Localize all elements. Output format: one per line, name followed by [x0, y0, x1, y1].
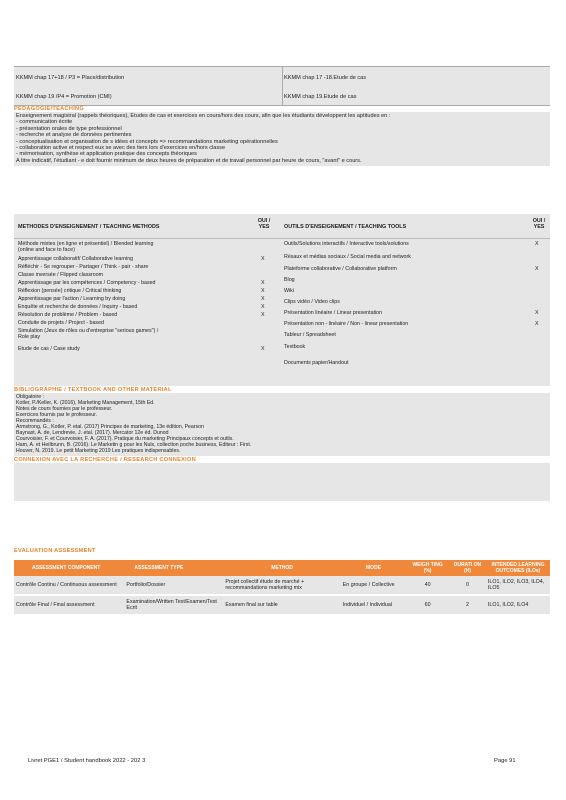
tool-item: Clips vidéo / Video clips [284, 299, 340, 305]
pedagogy-bullet: - conceptualisation et organisation de s idées et concepts => recommandations marketing opérationnelles [16, 138, 278, 145]
bibliography-line: Kotler, P./Keller, K. (2016), Marketing Management, 15th Ed. [16, 400, 155, 406]
row-type: Examination/Written Test/Examen/Test Ecrit [124, 595, 223, 614]
method-item: Résolution de problème / Problem - based [18, 312, 118, 318]
method-check: X [261, 304, 265, 310]
bibliography-line: Notes de cours fournies par le professeur. [16, 406, 113, 412]
evaluation-title: EVALUATION ASSESSMENT [14, 548, 96, 554]
method-item: Simulation (Jeux de rôles ou d'entreprise "serious games") / [18, 328, 159, 334]
evaluation-header-row [14, 560, 550, 576]
method-check: X [261, 312, 265, 318]
bibliography-section [14, 387, 550, 501]
header-method: METHOD [271, 565, 293, 571]
method-check: X [261, 296, 265, 302]
tool-item: Outils/Solutions interactifs / Interactive tools/solutions [284, 241, 409, 247]
tool-item: Textbook [284, 344, 306, 350]
row-ilos: ILO1, ILO2, ILO3, ILO4, ILO5 [486, 576, 550, 595]
method-item: Méthode mixtes (en ligne et présentiel) / Blended learning [18, 241, 154, 247]
tool-check: X [535, 266, 539, 272]
bibliography-line: Exercices fournis par le professeur. [16, 412, 98, 418]
method-item: Conduite de projets / Project - based [18, 320, 104, 326]
tools-yes-title: OUI / YES [532, 218, 546, 230]
header-ilos: INTENDED LEARNING OUTCOMES (ILOs) [491, 562, 545, 574]
method-item: Etude de cas / Case study [18, 346, 80, 352]
tools-col-title: OUTILS D'ENSEIGNEMENT / TEACHING TOOLS [284, 224, 407, 230]
tool-item: Documents papier/Handout [284, 360, 349, 366]
row-mode: En groupe / Collective [341, 576, 407, 595]
method-item: Réflexion (pensée) critique / Critical thinking [18, 288, 122, 294]
pedagogy-bullet: - présentation orales de type professionnel [16, 125, 122, 132]
row-weighting: 60 [406, 595, 449, 614]
row-type: Portfolio/Dossier [124, 576, 223, 595]
tool-item: Tableur / Spreadsheet [284, 332, 336, 338]
connexion-title: CONNEXION AVEC LA RECHERCHE / RESEARCH CONNEXION [14, 457, 197, 463]
bibliography-title: BIBLIOGRAPHIE / TEXTBOOK AND OTHER MATERIAL [14, 387, 172, 393]
pedagogy-closing: A titre indicatif, l'étudiant - e doit fournir minimum de deux heures de préparation et de travail personnel par heure de cours, "avant" e cours. [16, 157, 362, 164]
header-component: ASSESSMENT COMPONENT [32, 565, 101, 571]
pedagogy-title: PEDAGOGIE/TEACHING [14, 106, 85, 112]
chapter-table [14, 66, 550, 106]
row-mode: Individuel / Individual [341, 595, 407, 614]
evaluation-row [14, 576, 550, 595]
method-item-sub: Role play [18, 334, 41, 340]
pedagogy-bullet: - communication écrite [16, 119, 73, 126]
row-method: Examen final sur table [223, 595, 340, 614]
row-component: Contrôle Final / Final assessment [14, 595, 124, 614]
method-item: Réfléchir - Se regrouper - Partager / Think - pair - share [18, 264, 149, 270]
method-item: Apprentissage collaboratif/ Collaborative learning [18, 256, 134, 262]
bibliography-line: Courvoisier, F. et Courvoisier, F. A. (2017). Pratique du marketing Principaux concepts et outils. [16, 436, 234, 442]
header-mode: MODE [366, 565, 382, 571]
method-item: Apprentissage par l'action / Learning by doing [18, 296, 126, 302]
tool-item: Présentation linéaire / Linear presentation [284, 310, 383, 316]
bibliography-line: Armstrong, G., Kotler, P. etal. (2017) Principes de marketing, 13e édition, Pearson [16, 424, 204, 430]
method-item: Enquête et recherche de données / Inquiry - based [18, 304, 138, 310]
bibliography-line: Ham, A. et Heilbrunn, B. (2016). Le Marketin g pour les Nuls, collection poche business, Editeur : First. [16, 442, 252, 448]
pedagogy-intro: Enseignement magistral (rappels théoriques), Etudes de cas et exercices en cours/hors des cours, afin que les étudiants développent les aptitudes en : [16, 113, 391, 119]
bibliography-line: Recommandés : [16, 418, 54, 424]
tool-check: X [535, 310, 539, 316]
footer-handbook: Livret PGE1 / Student handbook 2022 - 202 3 [28, 758, 146, 764]
pedagogy-bullet: - collaboration active et respect eux se avec des tiers lors d'exercices en/hors classe [16, 145, 226, 152]
tool-item: Résaux et médias sociaux / Social media and network [284, 254, 411, 260]
connexion-box [14, 463, 550, 501]
evaluation-table [14, 560, 550, 614]
methods-header-divider [14, 238, 550, 239]
methods-col-title: METHODES D'ENSEIGNEMENT / TEACHING METHODS [18, 224, 160, 230]
tool-item: Wiki [284, 288, 295, 294]
table-divider [282, 67, 283, 105]
row-component: Contrôle Continu / Continuous assessment [14, 576, 124, 595]
bibliography-line: Obligatoire : [16, 394, 44, 400]
tool-item: Blog [284, 277, 295, 283]
header-duration: DURATI ON (H) [453, 562, 482, 574]
row-weighting: 40 [406, 576, 449, 595]
tool-check: X [535, 321, 539, 327]
method-check: X [261, 346, 265, 352]
chapter-row-1-right: KKMM chap 17 -18.Etude de cas [284, 75, 367, 81]
chapter-row-2-right: KKMM chap 19.Etude de cas [284, 94, 357, 100]
bibliography-line: Houver, N. 2019. Le petit Marketing 2019 Les pratiques indispensables. [16, 448, 181, 454]
header-type: ASSESSMENT TYPE [134, 565, 184, 571]
header-weighting: WEIGH TING (%) [412, 562, 443, 574]
methods-table [14, 214, 550, 386]
methods-yes-title: OUI / YES [257, 218, 271, 230]
tool-item: Présentation non - linéaire / Non - linear presentation [284, 321, 409, 327]
method-item-sub: (online and face to face) [18, 247, 75, 253]
method-check: X [261, 288, 265, 294]
chapter-row-2-left: KKMM chap 19 /P4 = Promotion (CMI) [16, 94, 112, 100]
method-item: Apprentissage par les compétences / Competency - based [18, 280, 156, 286]
bibliography-line: Baynast, A. de, Lendrevie, J. etal. (2017). Mercator 12e éd. Dunod [16, 430, 169, 436]
method-check: X [261, 256, 265, 262]
row-duration: 0 [449, 576, 486, 595]
evaluation-row [14, 595, 550, 614]
tool-check: X [535, 241, 539, 247]
pedagogy-bullet: - mémorisation, synthèse et application pratique des concepts théoriques [16, 151, 197, 158]
row-duration: 2 [449, 595, 486, 614]
method-check: X [261, 280, 265, 286]
pedagogy-bullet: - recherche et analyse de données pertinentes [16, 132, 132, 139]
pedagogy-section [14, 106, 550, 166]
footer-page-number: Page 91 [494, 758, 516, 764]
tool-item: Plateforme collaborative / Collaborative platform [284, 266, 397, 272]
row-method: Projet collectif étude de marché + recommandations marketing mix [223, 576, 340, 595]
row-ilos: ILO1, ILO2, ILO4 [486, 595, 550, 614]
chapter-row-1-left: KKMM chap 17+18 / P3 = Place/distribution [16, 75, 125, 81]
method-item: Classe inversée / Flipped classroom [18, 272, 104, 278]
